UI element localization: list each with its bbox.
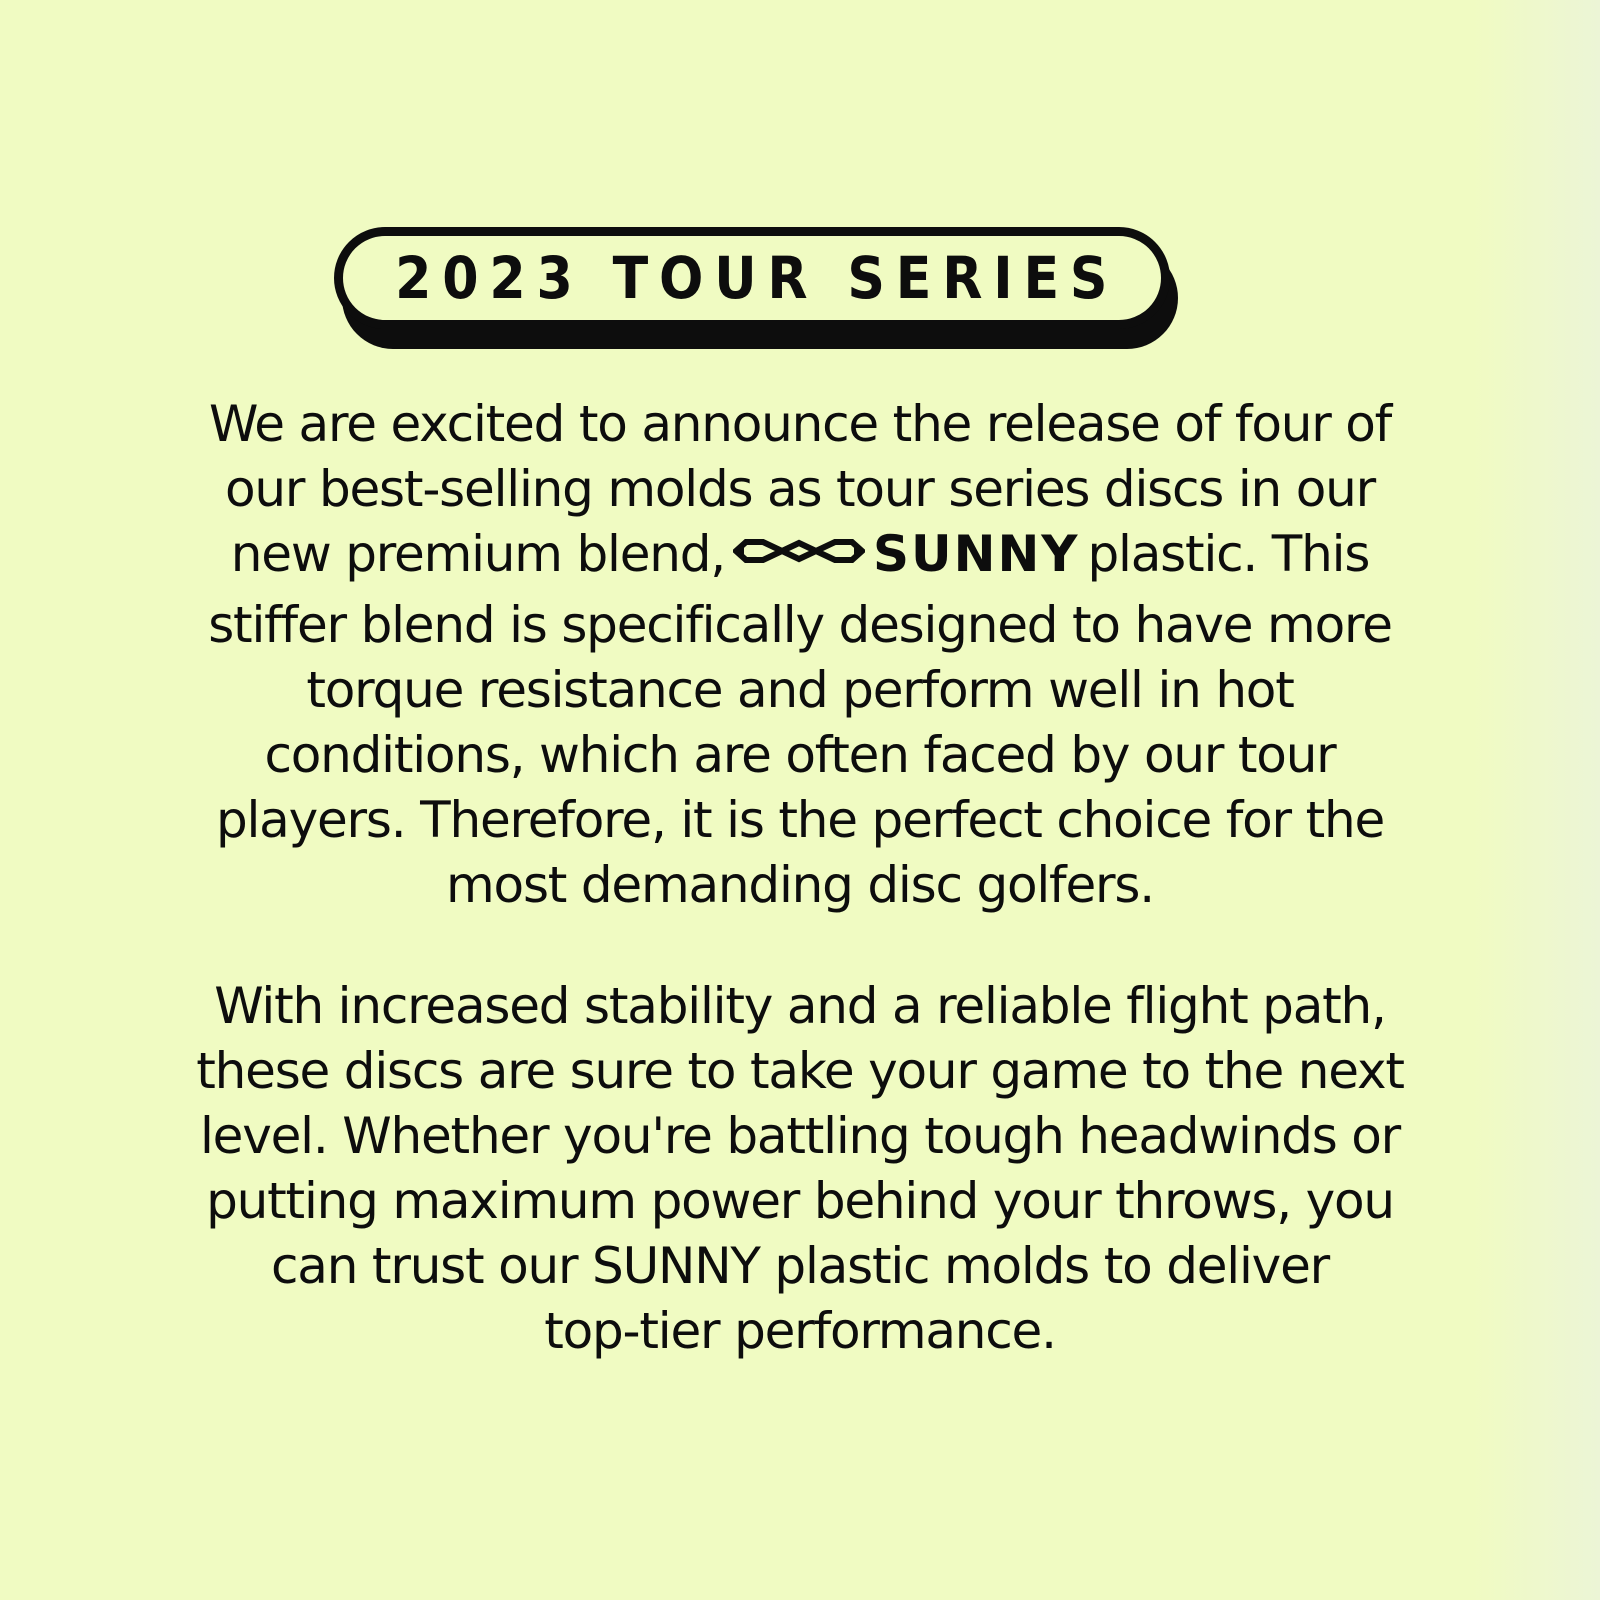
intro-line: our best-selling molds as tour series discs in our [225,460,1375,518]
benefits-line: putting maximum power behind your throws, you [206,1172,1394,1230]
intro-line: torque resistance and perform well in hot [306,661,1294,719]
intro-line-with-logo [100,522,1500,593]
benefits-paragraph [100,974,1500,1364]
benefits-line: top-tier performance. [544,1302,1056,1360]
benefits-line: With increased stability and a reliable flight path, [214,977,1386,1035]
benefits-line: can trust our SUNNY plastic molds to deliver [271,1237,1329,1295]
intro-line: stiffer blend is specifically designed to have more [208,596,1392,654]
intro-line: players. Therefore, it is the perfect choice for the [215,791,1385,849]
title-badge [334,227,1186,353]
benefits-line: level. Whether you're battling tough headwinds or [199,1107,1401,1165]
sunny-plastic-logo-icon [733,522,865,587]
benefits-line: these discs are sure to take your game to the next [196,1042,1404,1100]
intro-line: most demanding disc golfers. [446,856,1154,914]
page-title: 2023 TOUR SERIES [395,244,1119,312]
brand-name: SUNNY [873,525,1080,583]
title-badge-pill [334,227,1170,329]
intro-line-end: plastic. This [1087,525,1370,583]
intro-line: We are excited to announce the release of four of [208,395,1392,453]
intro-line: conditions, which are often faced by our tour [264,726,1336,784]
intro-paragraph [100,392,1500,918]
intro-line-start: new premium blend, [230,525,725,583]
